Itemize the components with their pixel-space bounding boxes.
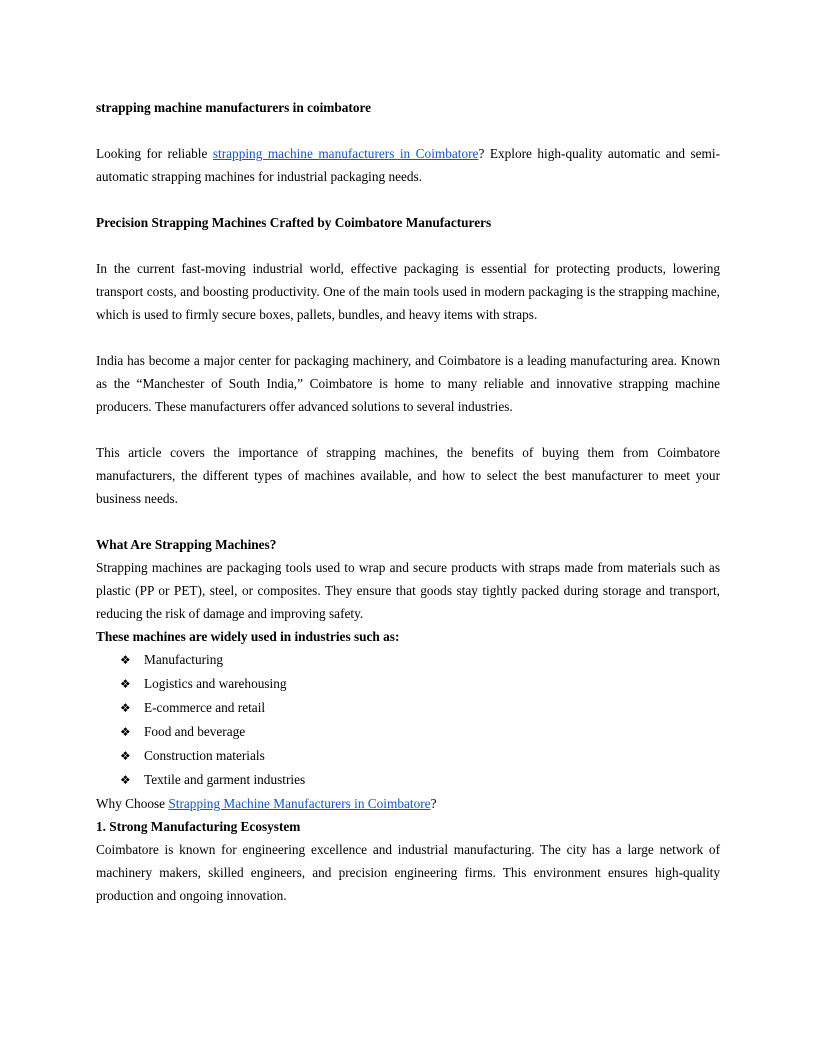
list-item [96, 768, 720, 792]
list-item-text: Logistics and warehousing [144, 676, 287, 691]
why-text-after: ? [430, 796, 437, 811]
diamond-bullet-icon: ❖ [120, 677, 131, 691]
section-heading-precision: Precision Strapping Machines Crafted by Coimbatore Manufacturers [96, 215, 492, 230]
intro-text-after: ? Explore high-quality automatic and semi-automatic strapping machines for industrial packaging needs. [96, 146, 721, 184]
spacer [96, 510, 720, 533]
section-heading-what-are: What Are Strapping Machines? [96, 537, 277, 552]
spacer [96, 326, 720, 349]
paragraph-definition: Strapping machines are packaging tools used to wrap and secure products with straps made from materials such as plastic (PP or PET), steel, or composites. They ensure that goods stay tightly packed during storage and transport, reducing the risk of damage and improving safety. [96, 560, 720, 621]
list-item-text: Food and beverage [144, 724, 246, 739]
paragraph-india: India has become a major center for packaging machinery, and Coimbatore is a leading manufacturing area. Known as the “Manchester of South India,” Coimbatore is home to many reliable and innovative strapping machine producers. These manufacturers offer advanced solutions to several industries. [96, 353, 720, 414]
spacer [96, 119, 720, 142]
list-item-text: Manufacturing [144, 652, 224, 667]
list-item [96, 744, 720, 768]
why-choose-line [96, 792, 720, 815]
industries-heading: These machines are widely used in industries such as: [96, 629, 400, 644]
why-choose-link[interactable]: Strapping Machine Manufacturers in Coimbatore [168, 796, 431, 811]
list-item [96, 648, 720, 672]
intro-text-before: Looking for reliable [96, 146, 213, 161]
intro-link[interactable]: strapping machine manufacturers in Coimbatore [212, 146, 479, 161]
paragraph-packaging: In the current fast-moving industrial world, effective packaging is essential for protecting products, lowering transport costs, and boosting productivity. One of the main tools used in modern packaging is the strapping machine, which is used to firmly secure boxes, pallets, bundles, and heavy items with straps. [96, 261, 720, 322]
diamond-bullet-icon: ❖ [120, 725, 131, 739]
spacer [96, 188, 720, 211]
list-item-text: E-commerce and retail [144, 700, 266, 715]
list-item [96, 720, 720, 744]
diamond-bullet-icon: ❖ [120, 701, 131, 715]
diamond-bullet-icon: ❖ [120, 773, 131, 787]
diamond-bullet-icon: ❖ [120, 653, 131, 667]
list-item-text: Construction materials [144, 748, 265, 763]
spacer [96, 234, 720, 257]
intro-paragraph [96, 142, 720, 188]
spacer [96, 418, 720, 441]
list-item [96, 672, 720, 696]
document-title: strapping machine manufacturers in coimbatore [96, 100, 372, 115]
industries-list [96, 648, 720, 792]
list-item [96, 696, 720, 720]
why-text-before: Why Choose [96, 796, 169, 811]
document-page [96, 96, 720, 907]
diamond-bullet-icon: ❖ [120, 749, 131, 763]
paragraph-ecosystem: Coimbatore is known for engineering excellence and industrial manufacturing. The city has a large network of machinery makers, skilled engineers, and precision engineering firms. This environment ensures high-quality production and ongoing innovation. [96, 842, 720, 903]
list-item-text: Textile and garment industries [144, 772, 306, 787]
paragraph-article-overview: This article covers the importance of strapping machines, the benefits of buying them from Coimbatore manufacturers, the different types of machines available, and how to select the best manufacturer to meet your business needs. [96, 445, 720, 506]
section-heading-ecosystem: 1. Strong Manufacturing Ecosystem [96, 819, 301, 834]
